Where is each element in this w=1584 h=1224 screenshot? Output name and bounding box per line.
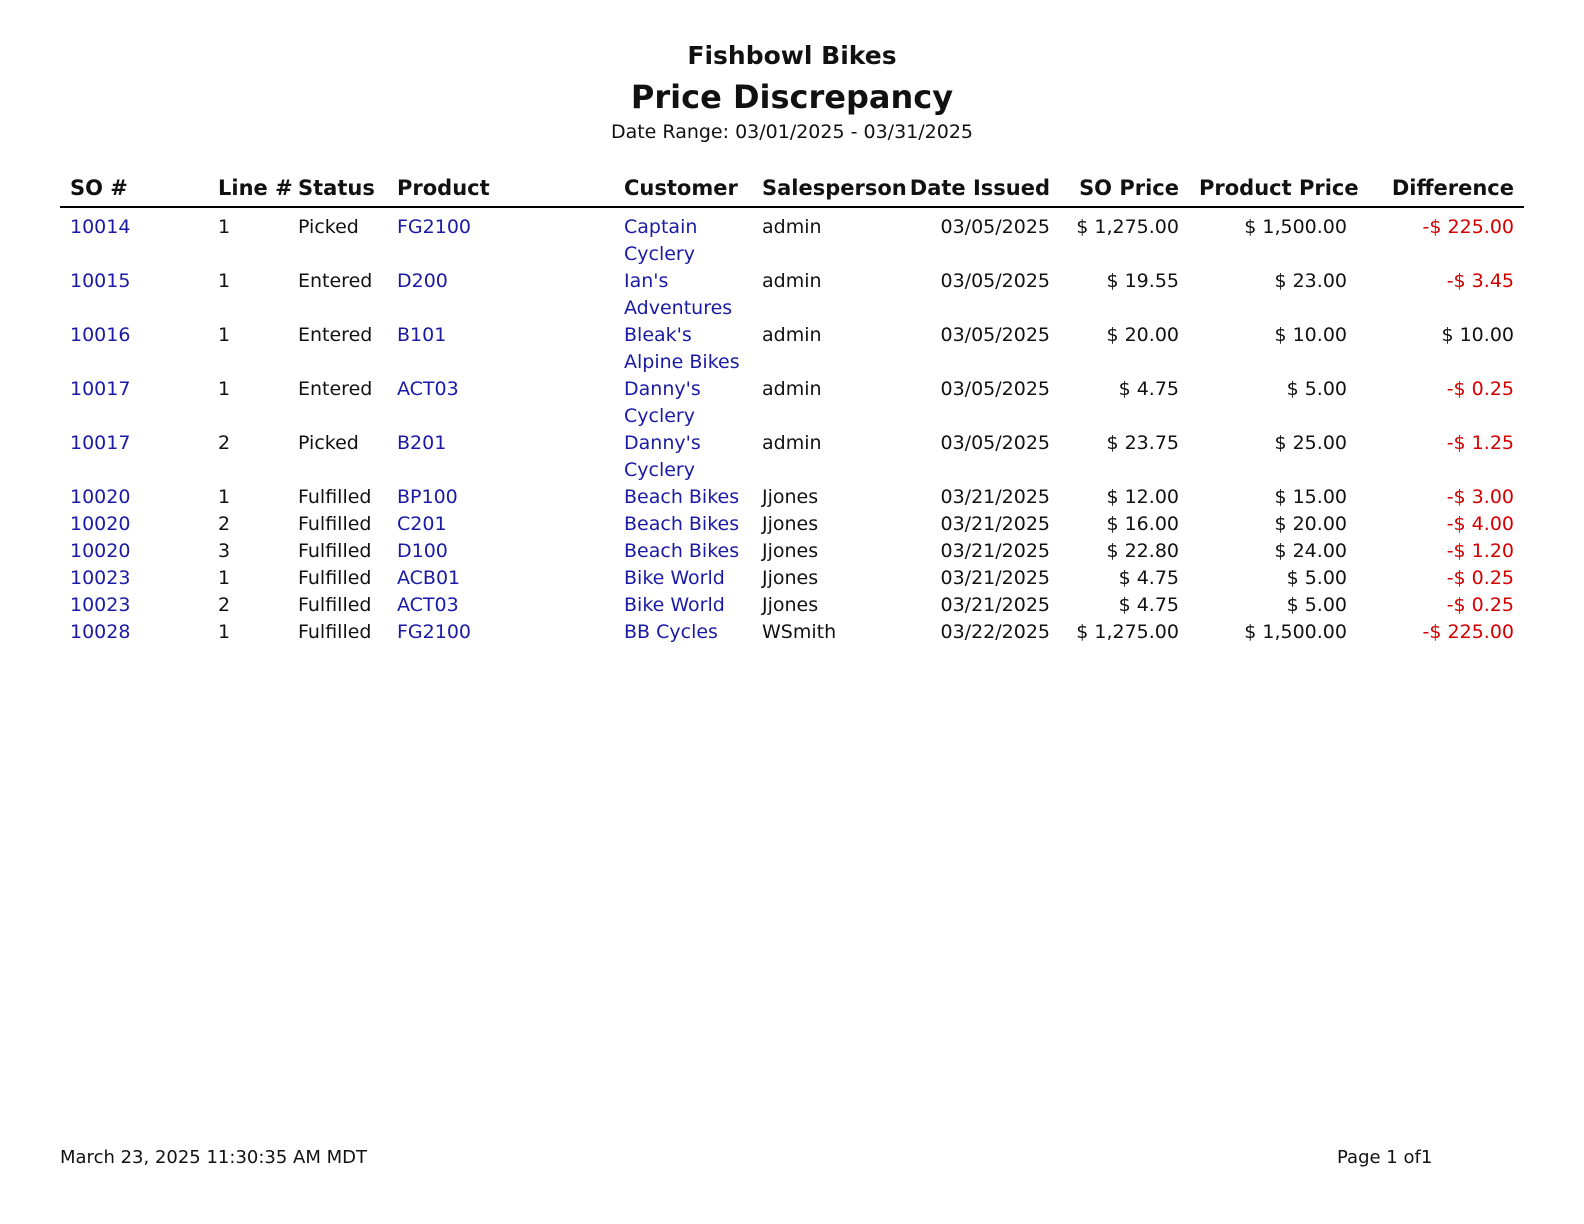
customer-link[interactable]: Beach Bikes bbox=[624, 513, 740, 535]
status-cell: Fulfilled bbox=[298, 540, 372, 562]
salesperson-cell: Jjones bbox=[762, 513, 819, 535]
product-link[interactable]: ACT03 bbox=[397, 594, 459, 616]
product-link[interactable]: FG2100 bbox=[397, 621, 472, 643]
salesperson-cell: admin bbox=[762, 216, 822, 238]
line-number: 2 bbox=[218, 432, 231, 454]
customer-link[interactable]: Beach Bikes bbox=[624, 486, 740, 508]
so-price-cell: $ 20.00 bbox=[1106, 324, 1179, 346]
column-header-salesperson: Salesperson bbox=[752, 170, 892, 207]
product-link[interactable]: C201 bbox=[397, 513, 447, 535]
customer-link[interactable]: Bleak's Alpine Bikes bbox=[624, 324, 740, 373]
difference-cell: -$ 0.25 bbox=[1446, 567, 1514, 589]
line-number: 1 bbox=[218, 486, 231, 508]
so-number-link[interactable]: 10016 bbox=[70, 324, 131, 346]
so-number-link[interactable]: 10017 bbox=[70, 378, 131, 400]
column-header-customer: Customer bbox=[614, 170, 752, 207]
salesperson-cell: admin bbox=[762, 324, 822, 346]
line-number: 1 bbox=[218, 270, 231, 292]
date-issued-cell: 03/21/2025 bbox=[940, 513, 1050, 535]
column-header-product: Product bbox=[387, 170, 614, 207]
table-row bbox=[60, 207, 1524, 268]
status-cell: Picked bbox=[298, 216, 359, 238]
status-cell: Entered bbox=[298, 270, 373, 292]
status-cell: Fulfilled bbox=[298, 567, 372, 589]
salesperson-cell: admin bbox=[762, 432, 822, 454]
date-issued-cell: 03/21/2025 bbox=[940, 540, 1050, 562]
difference-cell: -$ 4.00 bbox=[1446, 513, 1514, 535]
difference-cell: -$ 3.45 bbox=[1446, 270, 1514, 292]
so-number-link[interactable]: 10020 bbox=[70, 486, 131, 508]
difference-cell: $ 10.00 bbox=[1441, 324, 1514, 346]
date-issued-cell: 03/21/2025 bbox=[940, 486, 1050, 508]
date-issued-cell: 03/05/2025 bbox=[940, 216, 1050, 238]
line-number: 1 bbox=[218, 567, 231, 589]
date-range: Date Range: 03/01/2025 - 03/31/2025 bbox=[610, 121, 974, 143]
status-cell: Entered bbox=[298, 378, 373, 400]
so-number-link[interactable]: 10015 bbox=[70, 270, 131, 292]
so-price-cell: $ 4.75 bbox=[1118, 567, 1179, 589]
report-title: Price Discrepancy bbox=[630, 78, 954, 116]
table-row bbox=[60, 511, 1524, 538]
salesperson-cell: WSmith bbox=[762, 621, 837, 643]
so-number-link[interactable]: 10020 bbox=[70, 513, 131, 535]
customer-link[interactable]: Danny's Cyclery bbox=[624, 432, 701, 481]
product-price-cell: $ 15.00 bbox=[1274, 486, 1347, 508]
customer-link[interactable]: Beach Bikes bbox=[624, 540, 740, 562]
customer-link[interactable]: BB Cycles bbox=[624, 621, 718, 643]
so-price-cell: $ 16.00 bbox=[1106, 513, 1179, 535]
customer-link[interactable]: Bike World bbox=[624, 567, 725, 589]
line-number: 1 bbox=[218, 378, 231, 400]
column-header-difference: Difference bbox=[1357, 170, 1524, 207]
so-number-link[interactable]: 10014 bbox=[70, 216, 131, 238]
product-link[interactable]: B101 bbox=[397, 324, 447, 346]
date-issued-cell: 03/05/2025 bbox=[940, 432, 1050, 454]
date-issued-cell: 03/21/2025 bbox=[940, 567, 1050, 589]
status-cell: Picked bbox=[298, 432, 359, 454]
column-header-so-price: SO Price bbox=[1060, 170, 1189, 207]
status-cell: Fulfilled bbox=[298, 513, 372, 535]
difference-cell: -$ 1.25 bbox=[1446, 432, 1514, 454]
so-price-cell: $ 1,275.00 bbox=[1076, 621, 1179, 643]
product-price-cell: $ 5.00 bbox=[1286, 567, 1347, 589]
line-number: 1 bbox=[218, 216, 231, 238]
so-price-cell: $ 22.80 bbox=[1106, 540, 1179, 562]
table-row bbox=[60, 268, 1524, 322]
product-price-cell: $ 24.00 bbox=[1274, 540, 1347, 562]
difference-cell: -$ 0.25 bbox=[1446, 594, 1514, 616]
column-header-so: SO # bbox=[60, 170, 208, 207]
so-number-link[interactable]: 10028 bbox=[70, 621, 131, 643]
product-price-cell: $ 23.00 bbox=[1274, 270, 1347, 292]
salesperson-cell: Jjones bbox=[762, 540, 819, 562]
product-price-cell: $ 20.00 bbox=[1274, 513, 1347, 535]
date-issued-cell: 03/05/2025 bbox=[940, 378, 1050, 400]
product-link[interactable]: D100 bbox=[397, 540, 448, 562]
so-price-cell: $ 12.00 bbox=[1106, 486, 1179, 508]
table-row bbox=[60, 376, 1524, 430]
table-body bbox=[60, 207, 1524, 646]
status-cell: Entered bbox=[298, 324, 373, 346]
company-name: Fishbowl Bikes bbox=[687, 41, 897, 70]
product-price-cell: $ 25.00 bbox=[1274, 432, 1347, 454]
salesperson-cell: Jjones bbox=[762, 486, 819, 508]
so-number-link[interactable]: 10023 bbox=[70, 594, 131, 616]
so-number-link[interactable]: 10020 bbox=[70, 540, 131, 562]
salesperson-cell: Jjones bbox=[762, 567, 819, 589]
price-discrepancy-table bbox=[60, 170, 1524, 646]
difference-cell: -$ 3.00 bbox=[1446, 486, 1514, 508]
table-row bbox=[60, 565, 1524, 592]
status-cell: Fulfilled bbox=[298, 486, 372, 508]
so-price-cell: $ 19.55 bbox=[1106, 270, 1179, 292]
status-cell: Fulfilled bbox=[298, 621, 372, 643]
customer-link[interactable]: Ian's Adventures bbox=[624, 270, 733, 319]
product-price-cell: $ 5.00 bbox=[1286, 594, 1347, 616]
so-price-cell: $ 1,275.00 bbox=[1076, 216, 1179, 238]
date-issued-cell: 03/05/2025 bbox=[940, 324, 1050, 346]
date-issued-cell: 03/05/2025 bbox=[940, 270, 1050, 292]
so-price-cell: $ 23.75 bbox=[1106, 432, 1179, 454]
footer-page-number: Page 1 of1 bbox=[1337, 1147, 1433, 1168]
product-price-cell: $ 1,500.00 bbox=[1244, 216, 1347, 238]
date-issued-cell: 03/22/2025 bbox=[940, 621, 1050, 643]
so-price-cell: $ 4.75 bbox=[1118, 378, 1179, 400]
salesperson-cell: Jjones bbox=[762, 594, 819, 616]
column-header-date-issued: Date Issued bbox=[892, 170, 1060, 207]
difference-cell: -$ 225.00 bbox=[1422, 621, 1514, 643]
product-link[interactable]: ACB01 bbox=[397, 567, 461, 589]
column-header-product-price: Product Price bbox=[1189, 170, 1357, 207]
table-row bbox=[60, 484, 1524, 511]
difference-cell: -$ 1.20 bbox=[1446, 540, 1514, 562]
date-issued-cell: 03/21/2025 bbox=[940, 594, 1050, 616]
line-number: 3 bbox=[218, 540, 231, 562]
so-number-link[interactable]: 10017 bbox=[70, 432, 131, 454]
column-header-status: Status bbox=[288, 170, 387, 207]
so-price-cell: $ 4.75 bbox=[1118, 594, 1179, 616]
table-row bbox=[60, 538, 1524, 565]
product-link[interactable]: B201 bbox=[397, 432, 447, 454]
so-number-link[interactable]: 10023 bbox=[70, 567, 131, 589]
table-header-row bbox=[60, 170, 1524, 207]
product-link[interactable]: D200 bbox=[397, 270, 448, 292]
product-price-cell: $ 1,500.00 bbox=[1244, 621, 1347, 643]
table-row bbox=[60, 322, 1524, 376]
salesperson-cell: admin bbox=[762, 270, 822, 292]
difference-cell: -$ 225.00 bbox=[1422, 216, 1514, 238]
product-price-cell: $ 10.00 bbox=[1274, 324, 1347, 346]
salesperson-cell: admin bbox=[762, 378, 822, 400]
difference-cell: -$ 0.25 bbox=[1446, 378, 1514, 400]
line-number: 2 bbox=[218, 594, 231, 616]
footer-timestamp: March 23, 2025 11:30:35 AM MDT bbox=[60, 1147, 367, 1168]
line-number: 1 bbox=[218, 324, 231, 346]
product-price-cell: $ 5.00 bbox=[1286, 378, 1347, 400]
customer-link[interactable]: Captain Cyclery bbox=[624, 216, 698, 265]
status-cell: Fulfilled bbox=[298, 594, 372, 616]
product-link[interactable]: FG2100 bbox=[397, 216, 472, 238]
customer-link[interactable]: Danny's Cyclery bbox=[624, 378, 701, 427]
customer-link[interactable]: Bike World bbox=[624, 594, 725, 616]
table-row bbox=[60, 619, 1524, 646]
line-number: 1 bbox=[218, 621, 231, 643]
table-row bbox=[60, 592, 1524, 619]
line-number: 2 bbox=[218, 513, 231, 535]
product-link[interactable]: ACT03 bbox=[397, 378, 459, 400]
table-row bbox=[60, 430, 1524, 484]
column-header-line: Line # bbox=[208, 170, 288, 207]
product-link[interactable]: BP100 bbox=[397, 486, 458, 508]
